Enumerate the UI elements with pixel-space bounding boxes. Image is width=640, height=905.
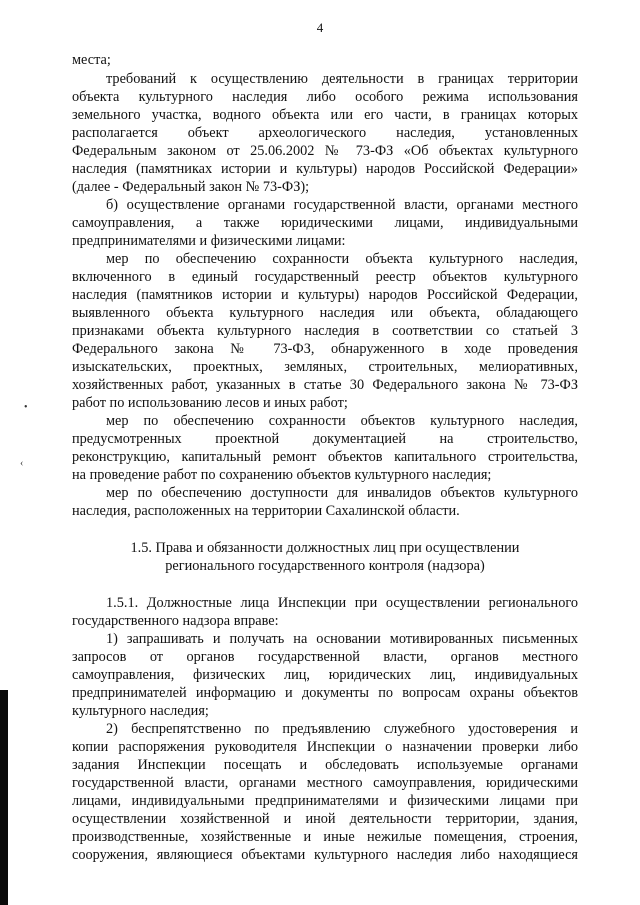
text-line: признаками объекта культурного наследия в соответствии со статьей 3 xyxy=(72,323,578,339)
text-line: лицами, индивидуальными предпринимателями и физическими лицами при xyxy=(72,793,578,809)
text-line: предпринимателями и физическими лицами: xyxy=(72,233,346,249)
text-line: государственной власти, органами местного самоуправления, юридическими xyxy=(72,775,578,791)
text-line: задания Инспекции посещать и обследовать используемые органами xyxy=(72,757,578,773)
text-line: хозяйственных работ, указанных в статье 30 Федерального закона № 73-ФЗ xyxy=(72,377,578,393)
section-heading: регионального государственного контроля (надзора) xyxy=(165,558,485,574)
text-line: предусмотренных проектной документацией на строительство, xyxy=(72,431,578,447)
text-line: располагается объект археологического наследия, установленных xyxy=(72,125,578,141)
text-line: 1) запрашивать и получать на основании мотивированных письменных xyxy=(106,631,578,647)
text-line: включенного в единый государственный реестр объектов культурного xyxy=(72,269,578,285)
text-line: 1.5.1. Должностные лица Инспекции при осуществлении регионального xyxy=(106,595,578,611)
text-line: государственного надзора вправе: xyxy=(72,613,279,629)
text-line: наследия, расположенных на территории Сахалинской области. xyxy=(72,503,460,519)
text-line: самоуправления, а также юридическими лицами, индивидуальными xyxy=(72,215,578,231)
text-line: осуществлении хозяйственной и иной деятельности территории, здания, xyxy=(72,811,578,827)
text-line: сооружения, являющиеся объектами культурного наследия либо находящиеся xyxy=(72,847,578,863)
text-line: наследия (памятниках истории и культуры) народов Российской Федерации» xyxy=(72,161,578,177)
text-line: реконструкцию, капитальный ремонт объектов капитального строительства, xyxy=(72,449,578,465)
text-line: мер по обеспечению сохранности объектов культурного наследия, xyxy=(106,413,578,429)
text-line: предпринимателей информацию и документы по вопросам охраны объектов xyxy=(72,685,578,701)
text-line: выявленного объекта культурного наследия или объекта, обладающего xyxy=(72,305,578,321)
text-line: (далее - Федеральный закон № 73-ФЗ); xyxy=(72,179,310,195)
text-line: 2) беспрепятственно по предъявлению служебного удостоверения и xyxy=(106,721,578,737)
text-line: производственные, хозяйственные и иные нежилые помещения, строения, xyxy=(72,829,578,845)
text-line: земельного участка, водного объекта или его части, в границах которых xyxy=(72,107,578,123)
section-heading: 1.5. Права и обязанности должностных лиц при осуществлении xyxy=(130,540,520,556)
text-line: самоуправления, физических лиц, юридических лиц, индивидуальных xyxy=(72,667,578,683)
text-line: Федерального закона № 73-ФЗ, обнаруженного в ходе проведения xyxy=(72,341,578,357)
scan-mark: ‹ xyxy=(20,458,24,469)
text-line: мер по обеспечению доступности для инвалидов объектов культурного xyxy=(106,485,578,501)
text-line: на проведение работ по сохранению объектов культурного наследия; xyxy=(72,467,492,483)
text-line: требований к осуществлению деятельности в границах территории xyxy=(106,71,578,87)
text-line: объекта культурного наследия либо особого режима использования xyxy=(72,89,578,105)
scan-edge-shadow xyxy=(0,690,8,905)
text-line: мер по обеспечению сохранности объекта культурного наследия, xyxy=(106,251,578,267)
text-line: наследия (памятников истории и культуры) народов Российской Федерации, xyxy=(72,287,578,303)
text-line: изыскательских, проектных, земляных, строительных, мелиоративных, xyxy=(72,359,578,375)
text-line: работ по использованию лесов и иных работ; xyxy=(72,395,348,411)
text-line: места; xyxy=(72,52,111,68)
page-number: 4 xyxy=(316,20,324,35)
text-line: культурного наследия; xyxy=(72,703,209,719)
scan-mark: • xyxy=(24,402,28,413)
text-line: запросов от органов государственной власти, органов местного xyxy=(72,649,578,665)
text-line: копии распоряжения руководителя Инспекции о назначении проверки либо xyxy=(72,739,578,755)
text-line: Федеральным законом от 25.06.2002 № 73-ФЗ «Об объектах культурного xyxy=(72,143,578,159)
text-line: б) осуществление органами государственной власти, органами местного xyxy=(106,197,578,213)
